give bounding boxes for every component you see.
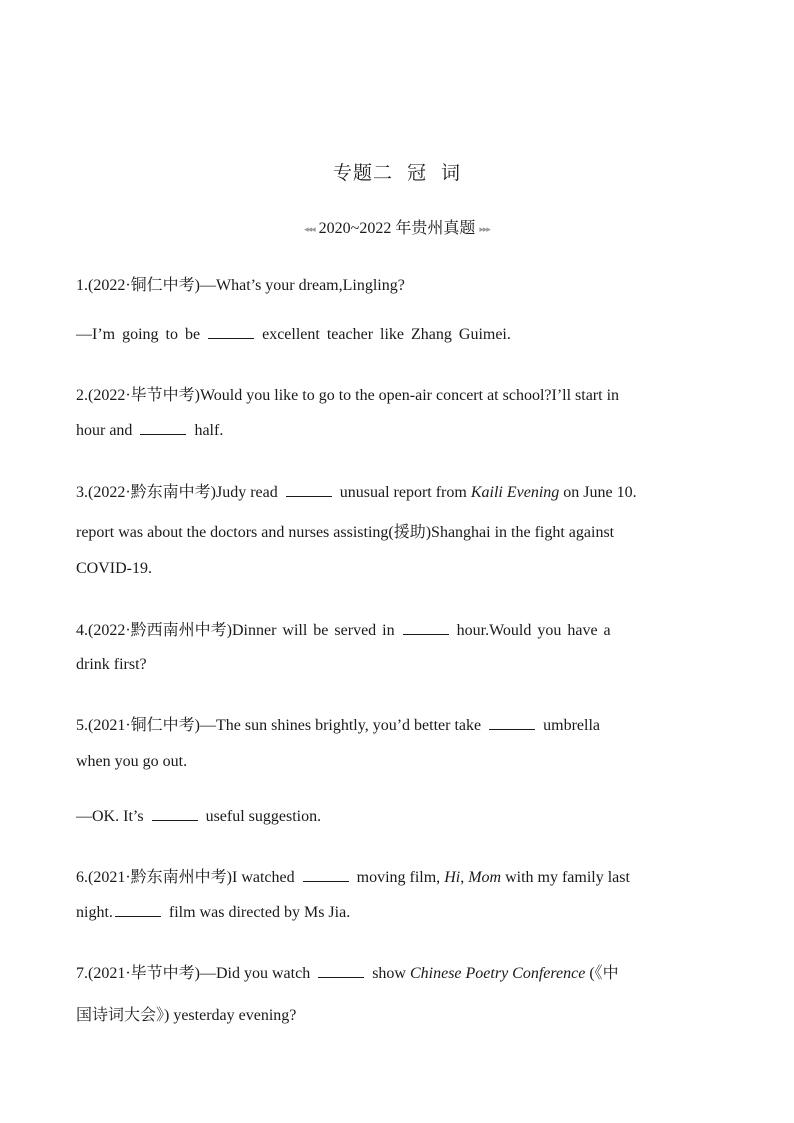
q3-text-a2: unusual report from <box>339 484 467 501</box>
question-4-line-1 <box>76 617 611 640</box>
q7-text-b: 国诗词大会》) yesterday evening? <box>76 1007 297 1024</box>
answer-blank[interactable] <box>318 965 364 978</box>
question-5-line-3 <box>76 808 321 826</box>
q1-text-b2: excellent teacher like Zhang Guimei. <box>262 326 511 343</box>
question-5-line-1 <box>76 712 600 735</box>
question-6-line-1 <box>76 864 630 887</box>
answer-blank[interactable] <box>286 484 332 497</box>
q2-text-b2: half. <box>194 422 224 439</box>
q5-text-a2: umbrella <box>543 717 600 734</box>
answer-blank[interactable] <box>140 422 186 435</box>
title-part2: 冠 <box>406 163 427 184</box>
question-4-line-2 <box>76 656 147 674</box>
q7-text-a4: (《中 <box>589 965 619 982</box>
right-arrows-icon: ▸▸▸ <box>479 223 490 234</box>
question-3-line-1 <box>76 479 637 502</box>
title-part3: 词 <box>441 163 462 184</box>
answer-blank[interactable] <box>489 717 535 730</box>
question-5-line-2 <box>76 753 187 771</box>
q1-text-a: 1.(2022·铜仁中考)—What’s your dream,Lingling? <box>76 277 405 294</box>
q6-text-a2: moving film, <box>356 869 441 886</box>
question-2-line-2 <box>76 422 223 440</box>
page-title <box>0 158 794 185</box>
q6-text-b2: film was directed by Ms Jia. <box>168 904 351 921</box>
question-3-line-3 <box>76 560 152 578</box>
question-2-line-1 <box>76 382 619 405</box>
q3-text-b: report was about the doctors and nurses assisting(援助)Shanghai in the fight against <box>76 524 615 541</box>
q3-italic-title: Kaili Evening <box>470 484 560 501</box>
answer-blank[interactable] <box>303 869 349 882</box>
q4-text-a1: 4.(2022·黔西南州中考)Dinner will be served in <box>76 622 395 639</box>
q3-text-a1: 3.(2022·黔东南中考)Judy read <box>76 484 278 501</box>
question-7-line-2 <box>76 1002 296 1025</box>
answer-blank[interactable] <box>403 622 449 635</box>
question-3-line-2 <box>76 519 614 542</box>
q5-text-b: when you go out. <box>76 753 188 770</box>
q5-text-a1: 5.(2021·铜仁中考)—The sun shines brightly, you’d better take <box>76 717 482 734</box>
answer-blank[interactable] <box>115 904 161 917</box>
q6-comma: , <box>460 869 465 886</box>
q7-text-a1: 7.(2021·毕节中考)—Did you watch <box>76 965 311 982</box>
answer-blank[interactable] <box>208 326 254 339</box>
q1-text-b1: —I’m going to be <box>76 326 201 343</box>
section-subtitle <box>0 215 794 238</box>
subtitle-text: 2020~2022 年贵州真题 <box>318 220 476 237</box>
q6-italic-mom: Mom <box>468 869 502 886</box>
q6-text-a6: with my family last <box>505 869 630 886</box>
question-1-line-2 <box>76 326 511 344</box>
question-7-line-1 <box>76 960 619 983</box>
q6-italic-hi: Hi <box>444 869 461 886</box>
q5-text-c2: useful suggestion. <box>205 808 322 825</box>
title-part1: 专题二 <box>332 163 393 184</box>
q4-text-b: drink first? <box>76 656 147 673</box>
q3-text-c: COVID-19. <box>76 560 152 577</box>
q3-text-a4: on June 10. <box>563 484 637 501</box>
q2-text-a1: 2.(2022·毕节中考)Would you like to go to the open-air concert at school?I’ll start in <box>76 387 620 404</box>
left-arrows-icon: ◂◂◂ <box>304 223 315 234</box>
q6-text-b1: night. <box>76 904 113 921</box>
q4-text-a2: hour.Would you have a <box>456 622 611 639</box>
question-1-line-1 <box>76 272 405 295</box>
answer-blank[interactable] <box>152 808 198 821</box>
q7-italic-title: Chinese Poetry Conference <box>409 965 586 982</box>
q7-text-a2: show <box>372 965 406 982</box>
q6-text-a1: 6.(2021·黔东南州中考)I watched <box>76 869 295 886</box>
q5-text-c1: —OK. It’s <box>76 808 144 825</box>
q2-text-b1: hour and <box>76 422 133 439</box>
question-6-line-2 <box>76 904 350 922</box>
